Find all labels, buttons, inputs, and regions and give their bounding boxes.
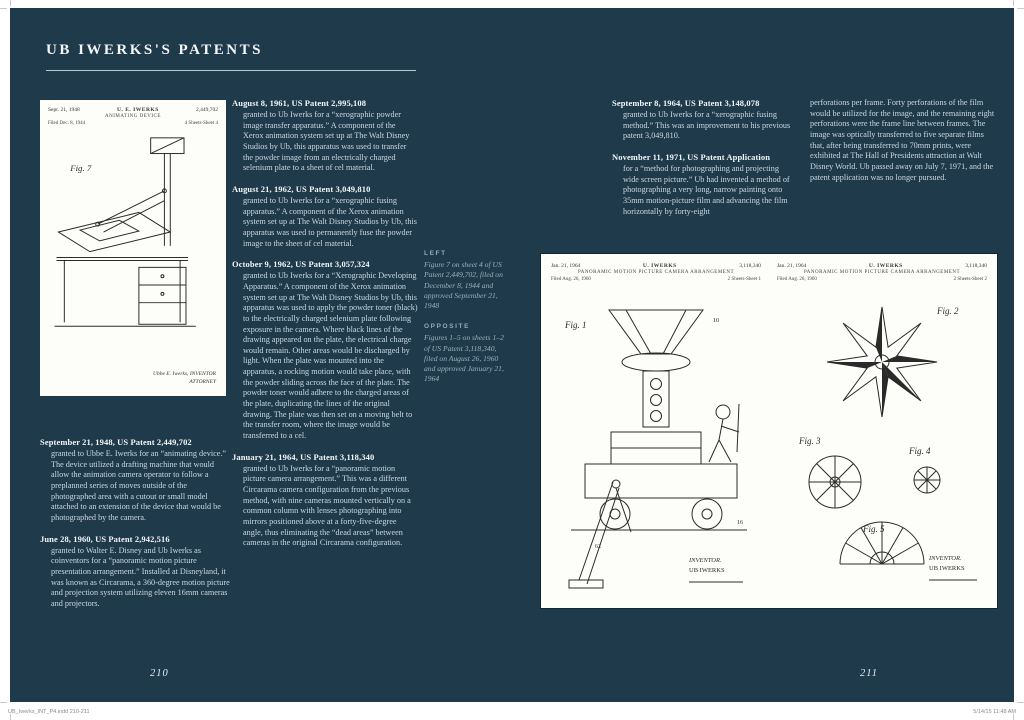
crop-mark bbox=[1013, 0, 1014, 6]
crop-mark bbox=[1017, 702, 1024, 703]
middle-text-column bbox=[232, 98, 418, 559]
patent-entry bbox=[232, 184, 418, 249]
patent-signature-block: Ubbe E. Iwerks, INVENTOR ATTORNEY bbox=[153, 370, 216, 385]
crop-mark bbox=[1017, 8, 1024, 9]
patent-sheet-2 bbox=[777, 263, 987, 599]
caption-label-opposite: OPPOSITE bbox=[424, 323, 471, 331]
patent-number: 3,118,340 bbox=[965, 263, 987, 269]
svg-text:10: 10 bbox=[713, 318, 719, 324]
figure-captions bbox=[424, 250, 506, 397]
patent-figure-panoramic-camera bbox=[540, 253, 998, 609]
svg-text:Fig. 4: Fig. 4 bbox=[909, 446, 931, 456]
entry-body: granted to Ub Iwerks for a “xerographic powder image transfer apparatus.” A component of the Xerox animation system set up at The Walt Disney Studios by Ub, this apparatus was used to transfer the powder image from an electrically charged selenium plate to a sheet of cel material. bbox=[243, 110, 410, 173]
right-text-column-1 bbox=[612, 98, 796, 227]
patent-number: 2,449,702 bbox=[195, 107, 218, 113]
crop-mark bbox=[0, 8, 7, 9]
entry-heading: November 11, 1971, US Patent Application bbox=[612, 151, 771, 162]
entry-body: granted to Ub Iwerks for a “panoramic motion picture camera arrangement.” This was a different Circarama camera configuration from the previous method, with nine cameras mounted vertically on a common column with lenses photographing into mirrors positioned above at a forty-five-degree angle, thus eliminating the “dead areas” between cameras in the original Circarama configuration. bbox=[243, 463, 411, 548]
patent-inventor: U. IWERKS bbox=[642, 263, 677, 269]
patent-device-title: PANORAMIC MOTION PICTURE CAMERA ARRANGEMENT bbox=[577, 270, 735, 275]
page-number-left: 210 bbox=[150, 668, 169, 679]
patent-filed: Filed Aug. 26, 1960 bbox=[551, 277, 591, 282]
patent-entry bbox=[612, 152, 796, 217]
svg-text:UB IWERKS: UB IWERKS bbox=[929, 565, 965, 572]
entry-heading: August 8, 1961, US Patent 2,995,108 bbox=[232, 98, 367, 108]
book-spread bbox=[10, 8, 1014, 702]
patent-sheet: 2 Sheets-Sheet 1 bbox=[727, 277, 761, 282]
caption-label-left: LEFT bbox=[424, 250, 447, 257]
svg-text:Fig. 1: Fig. 1 bbox=[565, 320, 587, 330]
svg-text:Fig. 7: Fig. 7 bbox=[70, 163, 92, 174]
patent-entry bbox=[232, 452, 418, 549]
patent-filed: Filed Aug. 26, 1960 bbox=[777, 277, 817, 282]
patent-entry bbox=[232, 98, 418, 174]
mirror-star-drawing bbox=[777, 285, 987, 599]
right-text-column-2 bbox=[810, 98, 996, 183]
svg-text:UB IWERKS: UB IWERKS bbox=[689, 567, 725, 574]
entry-body: granted to Ub Iwerks for a “xerographic fusing method.” This was an improvement to his previous patent 3,049,810. bbox=[623, 110, 791, 141]
entry-body: for a “method for photographing and projecting wide screen picture.” Ub had invented a method of photographing a very long, narrow painting onto 35mm motion-picture film and advancing the film horizontally by forty-eight bbox=[623, 163, 790, 216]
caption-text-left: Figure 7 on sheet 4 of US Patent 2,449,702, filed on December 8, 1944 and approved September 21, 1948 bbox=[424, 260, 503, 310]
continuation-paragraph: perforations per frame. Forty perforations of the film would be utilized for the image, and the remaining eight perforations were the frame line between frames. The image was optically transferred to five separate films that, after being transferred to 70mm prints, were exhibited at The Hall of Presidents attraction at Walt Disney World. Ub passed away on July 7, 1971, and the patent application was no longer pursued. bbox=[810, 98, 995, 182]
patent-date: Sept. 21, 1948 bbox=[48, 107, 80, 113]
patent-device-title: ANIMATING DEVICE bbox=[105, 114, 161, 119]
patent-sheet-1 bbox=[551, 263, 761, 599]
entry-heading: September 21, 1948, US Patent 2,449,702 bbox=[40, 437, 192, 447]
entry-heading: August 21, 1962, US Patent 3,049,810 bbox=[232, 183, 371, 194]
printer-mark-filename: UB_Iwerks_INT_P4.indd 210-211 bbox=[8, 709, 90, 715]
patent-entry bbox=[612, 98, 796, 142]
animating-device-drawing bbox=[48, 130, 218, 338]
entry-body: granted to Ub Iwerks for a “xerographic fusing apparatus.” A component of the Xerox animation system set up at The Walt Disney Studios by Ub, this apparatus was used to permanently fuse the powder image to the sheet of cel material. bbox=[243, 195, 417, 248]
camera-cart-drawing bbox=[551, 285, 761, 599]
patent-filed: Filed Dec. 8, 1944 bbox=[48, 121, 86, 126]
crop-mark bbox=[0, 702, 7, 703]
patent-date: Jan. 21, 1964 bbox=[777, 263, 807, 269]
svg-text:INVENTOR.: INVENTOR. bbox=[929, 555, 962, 562]
entry-body: granted to Ub Iwerks for a “Xerographic Developing Apparatus.” A component of the Xerox animation system set up at The Walt Disney Studios by Ub, this apparatus was used to apply the powder toner (black) to the electrically charged selenium plate following exposure in the camera. Where black lines of the drawing appeared on the plate, the electrical charge would remain. Other areas would be discharged by light. When the plate was mounted into the apparatus, a rocking motion would take place, with the powder sliding across the face of the plate. The powder toner would adhere to the charged areas of the plate, duplicating the lines of the original drawing. The plate was then set on a moving belt to the transfer room, where the image would be transferred to a cel. bbox=[243, 271, 418, 441]
entry-heading: January 21, 1964, US Patent 3,118,340 bbox=[232, 451, 375, 462]
printer-mark-timestamp: 5/14/15 11:48 AM bbox=[973, 709, 1016, 715]
page-number-right: 211 bbox=[860, 668, 878, 679]
svg-text:Fig. 5: Fig. 5 bbox=[863, 524, 885, 534]
patent-device-title: PANORAMIC MOTION PICTURE CAMERA ARRANGEMENT bbox=[803, 270, 961, 275]
entry-heading: October 9, 1962, US Patent 3,057,324 bbox=[232, 259, 370, 270]
patent-inventor: U. IWERKS bbox=[868, 263, 903, 269]
entry-body: granted to Ubbe E. Iwerks for an “animating device.” The device utilized a drafting machine that would allow the animation camera operator to follow a preplanned series of moves outside of the photographed area with a cutout or small model attached to an extension of the device that would be photographed by the camera. bbox=[51, 449, 227, 522]
svg-text:62: 62 bbox=[595, 544, 601, 550]
patent-entry bbox=[40, 437, 232, 524]
patent-sheet: 4 Sheets-Sheet 4 bbox=[184, 121, 218, 126]
svg-text:Fig. 2: Fig. 2 bbox=[937, 306, 959, 316]
svg-text:16: 16 bbox=[737, 520, 743, 526]
patent-number: 3,118,340 bbox=[739, 263, 761, 269]
patent-date: Jan. 21, 1964 bbox=[551, 263, 581, 269]
patent-sheet: 2 Sheets-Sheet 2 bbox=[953, 277, 987, 282]
entry-heading: September 8, 1964, US Patent 3,148,078 bbox=[612, 98, 760, 108]
page-title: UB IWERKS'S PATENTS bbox=[46, 42, 263, 58]
left-text-column bbox=[40, 437, 232, 620]
entry-body: granted to Walter E. Disney and Ub Iwerks as coinventors for a “panoramic motion picture presentation arrangement.” Installed at Disneyland, it was known as Circarama, a 360-degree motion picture and projection system utilizing eleven 16mm cameras and projectors. bbox=[51, 545, 230, 608]
patent-entry bbox=[232, 259, 418, 442]
svg-text:Fig. 3: Fig. 3 bbox=[799, 436, 821, 446]
title-rule bbox=[46, 70, 416, 71]
patent-entry bbox=[40, 534, 232, 610]
svg-text:INVENTOR.: INVENTOR. bbox=[689, 557, 722, 564]
entry-heading: June 28, 1960, US Patent 2,942,516 bbox=[40, 533, 170, 544]
patent-figure-animating-device bbox=[40, 100, 226, 396]
caption-text-opposite: Figures 1–5 on sheets 1–2 of US Patent 3,118,340, filed on August 26, 1960 and approved January 21, 1964 bbox=[424, 333, 504, 384]
crop-mark bbox=[10, 0, 11, 6]
patent-inventor: U. E. IWERKS bbox=[117, 107, 159, 113]
